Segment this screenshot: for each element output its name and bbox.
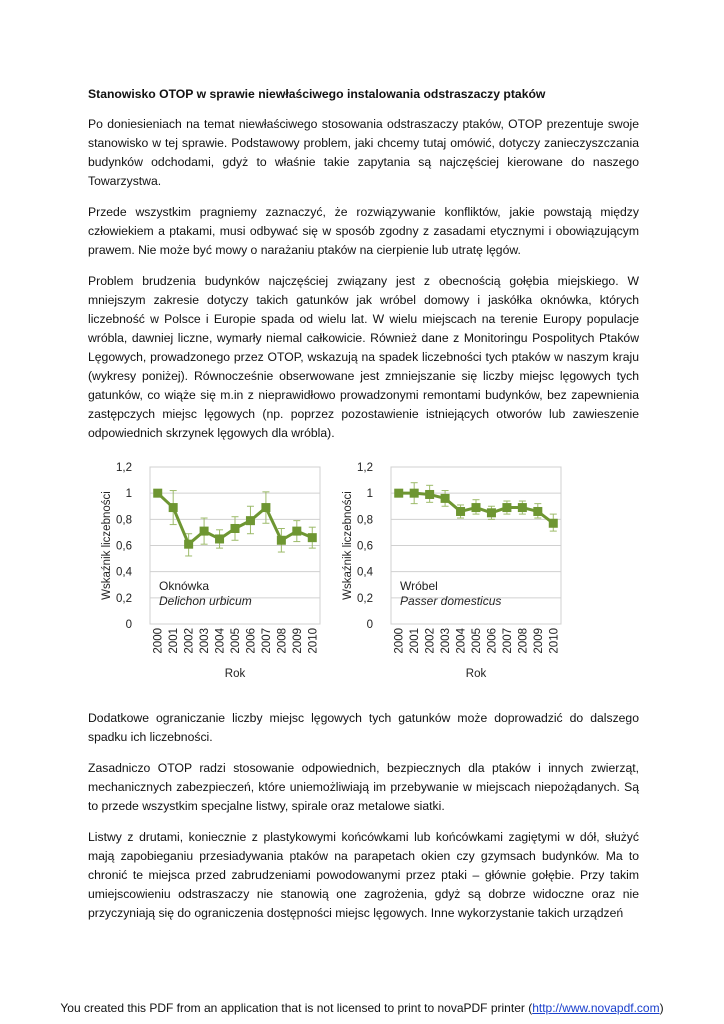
y-tick-label: 1,2: [357, 462, 373, 474]
x-tick-label: 2003: [440, 628, 453, 654]
x-tick-label: 2000: [152, 628, 165, 654]
y-tick-label: 0,8: [357, 514, 373, 527]
x-tick-label: 2006: [245, 628, 258, 654]
paragraph-additional: Dodatkowe ograniczanie liczby miejsc lęgowych tych gatunków może doprowadzić do dalszego spadku ich liczebności.: [88, 711, 639, 744]
data-point: [410, 489, 419, 498]
y-tick-label: 0: [125, 619, 132, 631]
chart-wrobel-svg: [333, 455, 573, 693]
x-tick-label: 2010: [307, 628, 320, 654]
paragraph-problem: Problem brudzenia budynków najczęściej związany jest z obecnością gołębia miejskiego. W mniejszym zakresie dotyczy takich gatunków jak wróbel domowy i jaskółka oknówka, których liczebność w Polsce i Europie spada od wielu lat. W wielu miejscach na terenie Europy populacje wróbla, dawniej liczne, wymarły niemal całkowicie. Również dane z Monitoringu Pospolitych Ptaków Lęgowych, prowadzonego przez OTOP, wskazują na spadek liczebności tych ptaków w naszym kraju (wykresy poniżej). Równocześnie obserwowane jest zmniejszanie się liczby miejsc lęgowych tych gatunków, co wiąże się m.in z nieprawidłowo prowadzonymi remontami budynków, bez zapewnienia zastępczych miejsc lęgowych (np. poprzez pozostawienie istniejących otworów lub zawieszenie odpowiednich skrzynek lęgowych dla wróbla).: [88, 274, 639, 440]
x-tick-label: 2004: [455, 628, 468, 654]
y-tick-label: 1,2: [116, 462, 132, 474]
charts-figure: [88, 455, 639, 693]
y-tick-label: 1: [125, 488, 132, 501]
x-tick-label: 2006: [486, 628, 499, 654]
x-tick-label: 2008: [517, 628, 530, 654]
data-point: [502, 503, 511, 512]
x-tick-label: 2002: [424, 628, 437, 654]
x-axis-title: Rok: [224, 668, 246, 680]
x-tick-label: 2001: [409, 628, 422, 654]
y-tick-label: 0,4: [357, 566, 373, 579]
chart-oknowka-svg: [92, 455, 332, 693]
paragraph-recommendation: Zasadniczo OTOP radzi stosowanie odpowiednich, bezpiecznych dla ptaków i innych zwierząt, mechanicznych zabezpieczeń, które uniemożliwiają im przebywanie w miejscach niepożądanych. Są to przede wszystkim specjalne listwy, spirale oraz metalowe siatki.: [88, 761, 639, 813]
data-point: [308, 533, 317, 542]
data-point: [292, 527, 301, 536]
x-tick-label: 2005: [471, 628, 483, 654]
x-tick-label: 2005: [230, 628, 242, 654]
footer-text-end: ): [659, 1001, 664, 1015]
y-tick-label: 0,8: [116, 514, 132, 527]
footer-link[interactable]: http://www.novapdf.com: [532, 1001, 660, 1015]
x-tick-label: 2007: [501, 628, 514, 654]
x-tick-label: 2007: [260, 628, 273, 654]
x-tick-label: 2010: [548, 628, 561, 654]
data-point: [456, 507, 465, 516]
y-tick-label: 0,2: [116, 592, 132, 605]
species-name: Wróbel: [400, 579, 438, 593]
x-tick-label: 2009: [532, 628, 545, 654]
x-tick-label: 2009: [291, 628, 304, 654]
chart-wrobel: [333, 455, 573, 693]
data-point: [533, 507, 542, 516]
species-latin-name: Delichon urbicum: [159, 594, 252, 608]
y-tick-label: 0,2: [357, 592, 373, 605]
y-axis-title: Wskaźnik liczebności: [101, 491, 113, 600]
y-tick-label: 0,6: [357, 540, 373, 553]
y-tick-label: 0,6: [116, 540, 132, 553]
data-point: [441, 494, 450, 503]
y-tick-label: 0: [366, 619, 373, 631]
paragraph-intro: Po doniesieniach na temat niewłaściwego stosowania odstraszaczy ptaków, OTOP prezentuje swoje stanowisko w tej sprawie. Podstawowy problem, jaki chcemy tutaj omówić, dotyczy zanieczyszczania budynków odchodami, gdyż to właśnie takie zapytania są najczęściej kierowane do naszego Towarzystwa.: [88, 117, 639, 188]
y-tick-label: 0,4: [116, 566, 132, 579]
data-point: [169, 503, 178, 512]
paragraph-wires: Listwy z drutami, koniecznie z plastykowymi końcówkami lub końcówkami zagiętymi w dół, służyć mają zapobieganiu przesiadywania ptaków na parapetach okien czy gzymsach budynków. Ma to chronić te miejsca przed zabrudzeniami powodowanymi przez ptaki – głównie gołębie. Przy takim umiejscowieniu odstraszaczy nie stanowią one zagrożenia, gdyż są dobrze widoczne oraz nie przyczyniają się do ograniczenia dostępności miejsc lęgowych. Inne wykorzystanie takich urządzeń: [88, 830, 639, 920]
data-point: [200, 527, 209, 536]
species-name: Oknówka: [159, 579, 210, 593]
data-point: [394, 489, 403, 498]
species-latin-name: Passer domesticus: [400, 594, 502, 608]
x-tick-label: 2001: [168, 628, 181, 654]
x-tick-label: 2004: [214, 628, 227, 654]
document-title: Stanowisko OTOP w sprawie niewłaściwego instalowania odstraszaczy ptaków: [88, 87, 546, 101]
y-tick-label: 1: [366, 488, 373, 501]
x-tick-label: 2000: [393, 628, 406, 654]
data-point: [472, 503, 481, 512]
x-tick-label: 2002: [183, 628, 196, 654]
data-point: [184, 540, 193, 549]
data-point: [246, 516, 255, 525]
data-point: [549, 519, 558, 528]
data-point: [231, 524, 240, 533]
x-tick-label: 2003: [199, 628, 212, 654]
pdf-footer: [0, 1001, 724, 1015]
data-point: [487, 508, 496, 517]
x-axis-title: Rok: [465, 668, 487, 680]
x-tick-label: 2008: [276, 628, 289, 654]
data-point: [277, 536, 286, 545]
document-page: [88, 86, 639, 935]
footer-text: You created this PDF from an application that is not licensed to print to novaPDF printer (: [60, 1001, 533, 1015]
paragraph-ethics: Przede wszystkim pragniemy zaznaczyć, że rozwiązywanie konfliktów, jakie powstają między człowiekiem a ptakami, musi odbywać się w sposób zgodny z zasadami etycznymi i obowiązującym prawem. Nie może być mowy o narażaniu ptaków na cierpienie lub utratę lęgów.: [88, 205, 639, 257]
y-axis-title: Wskaźnik liczebności: [342, 491, 354, 600]
data-point: [425, 490, 434, 499]
data-point: [215, 534, 224, 543]
chart-oknowka: [92, 455, 332, 693]
data-point: [153, 489, 162, 498]
data-point: [261, 503, 270, 512]
data-point: [518, 503, 527, 512]
